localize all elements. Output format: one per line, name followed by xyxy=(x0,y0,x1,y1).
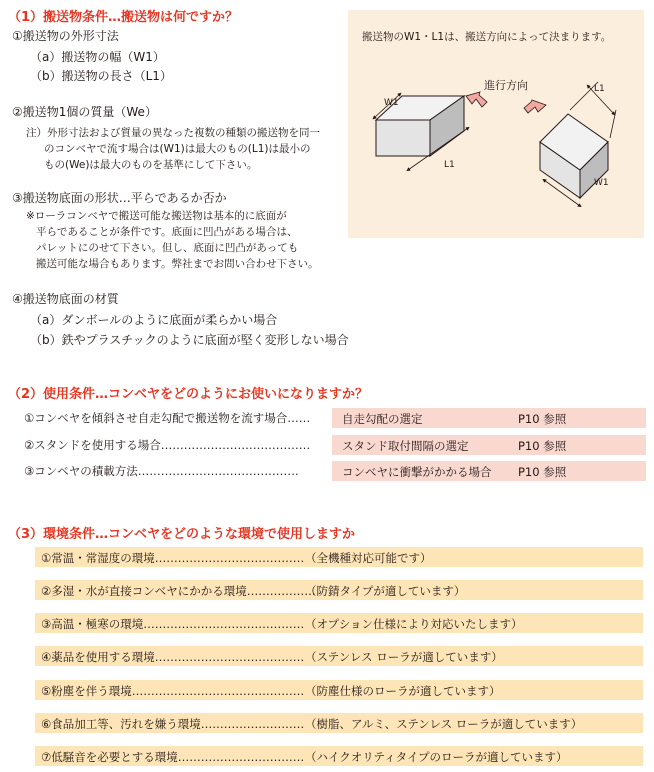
environment-condition: ④薬品を使用する環境………………………………… xyxy=(41,650,305,664)
usage-label: ③コンベヤの積載方法…………………………………… xyxy=(24,464,299,478)
left-l1-label: L1 xyxy=(444,160,455,170)
section3-title: （3）環境条件…コンベヤをどのような環境で使用しますか xyxy=(8,527,356,542)
item2-note-line1: 注）外形寸法および質量の異なった複数の種類の搬送物を同一 xyxy=(26,127,320,139)
section2-title: （2）使用条件…コンベヤをどのようにお使いになりますか？ xyxy=(8,387,369,402)
item2-note-line2: のコンベヤで流す場合は(W1)は最大のもの(L1)は最小の xyxy=(44,143,311,155)
reference-page: P10 参照 xyxy=(518,439,567,453)
reference-box xyxy=(332,408,646,428)
environment-row xyxy=(35,746,643,766)
section1-title: （1）搬送物条件…搬送物は何ですか？ xyxy=(8,10,239,25)
item3-title: ③搬送物底面の形状…平らであるか否か xyxy=(12,191,227,205)
item3-note-line1: ※ローラコンベヤで搬送可能な搬送物は基本的に底面が xyxy=(26,210,287,222)
item2-title: ②搬送物1個の質量（We） xyxy=(12,105,157,119)
reference-title: スタンド取付間隔の選定 xyxy=(342,439,469,453)
diagram-caption: 搬送物のW1・L1は、搬送方向によって決まります。 xyxy=(362,31,612,43)
diagram-panel xyxy=(348,10,644,238)
reference-box xyxy=(332,435,646,455)
item1-a: （a）搬送物の幅（W1） xyxy=(30,50,165,64)
environment-condition: ⑥食品加工等、汚れを嫌う環境……………………… xyxy=(41,717,305,731)
environment-note: （ハイクオリティタイプのローラが適しています） xyxy=(305,750,568,764)
reference-title: 自走勾配の選定 xyxy=(342,412,423,426)
item3-note-line3: パレットにのせて下さい。但し、底面に凹凸があっても xyxy=(36,242,299,254)
environment-row xyxy=(35,613,643,633)
item4-a: （a）ダンボールのように底面が柔らかい場合 xyxy=(30,313,278,327)
environment-note: （オプション仕様により対応いたします） xyxy=(305,617,523,631)
environment-row xyxy=(35,713,643,733)
environment-condition: ⑤粉塵を伴う環境……………………………………… xyxy=(41,684,305,698)
direction-arrow-left xyxy=(466,92,487,107)
usage-row xyxy=(24,408,646,428)
item1-title: ①搬送物の外形寸法 xyxy=(12,29,119,43)
environment-row xyxy=(35,646,643,666)
usage-label: ②スタンドを使用する場合………………………………… xyxy=(24,438,311,452)
reference-page: P10 参照 xyxy=(518,412,567,426)
item1-b: （b）搬送物の長さ（L1） xyxy=(30,69,172,83)
right-w1-label: W1 xyxy=(594,178,609,188)
environment-note: （樹脂、アルミ、ステンレス ローラが適しています） xyxy=(305,717,583,731)
reference-page: P10 参照 xyxy=(518,465,567,479)
environment-row xyxy=(35,580,643,600)
box-diagram xyxy=(348,10,644,238)
environment-condition: ②多湿・水が直接コンベヤにかかる環境……………… xyxy=(41,584,316,598)
item4-b: （b）鉄やプラスチックのように底面が堅く変形しない場合 xyxy=(30,333,349,347)
usage-label: ①コンベヤを傾斜させ自走勾配で搬送物を流す場合…… xyxy=(24,411,311,425)
environment-condition: ⑦低騒音を必要とする環境…………………………… xyxy=(41,750,305,764)
environment-note: （防錆タイプが適しています） xyxy=(305,584,466,598)
reference-box xyxy=(332,461,646,481)
item4-title: ④搬送物底面の材質 xyxy=(12,292,119,306)
direction-label: 進行方向 xyxy=(484,79,528,92)
environment-note: （防塵仕様のローラが適しています） xyxy=(305,684,501,698)
environment-note: （全機種対応可能です） xyxy=(305,551,432,565)
environment-row xyxy=(35,680,643,700)
environment-condition: ③高温・極寒の環境…………………………………… xyxy=(41,617,305,631)
item2-note-line3: もの(We)は最大のものを基準にして下さい。 xyxy=(44,159,258,171)
direction-arrow-right xyxy=(524,100,546,113)
usage-row xyxy=(24,435,646,455)
item3-note-line2: 平らであることが条件です。底面に凹凸がある場合は、 xyxy=(36,226,298,238)
item3-note-line4: 搬送可能な場合もあります。弊社までお問い合わせ下さい。 xyxy=(36,258,319,270)
environment-note: （ステンレス ローラが適しています） xyxy=(305,650,503,664)
reference-title: コンベヤに衝撃がかかる場合 xyxy=(342,465,492,479)
left-w1-label: W1 xyxy=(384,98,399,108)
usage-row xyxy=(24,461,646,481)
right-l1-label: L1 xyxy=(594,84,605,94)
environment-condition: ①常温・常湿度の環境………………………………… xyxy=(41,551,305,565)
environment-row xyxy=(35,547,643,567)
